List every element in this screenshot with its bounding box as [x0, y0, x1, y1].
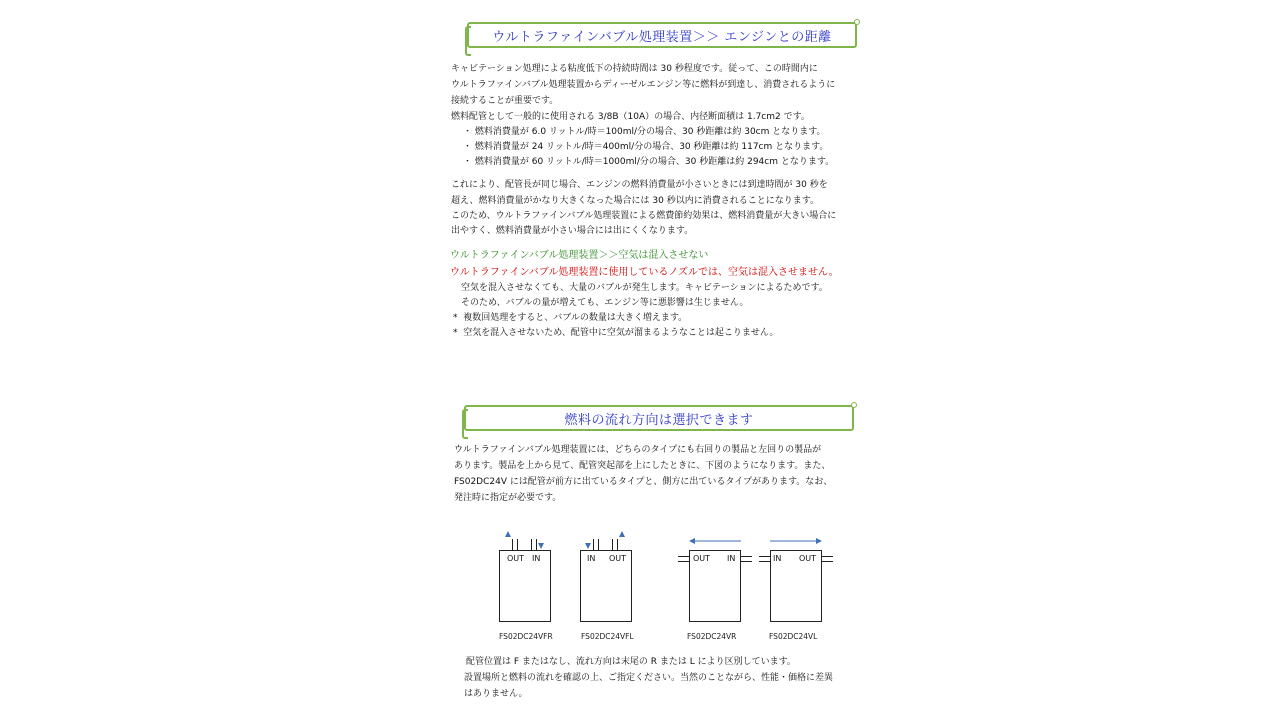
bullet-3-text: 燃料消費量が 60 リットル/時＝1000ml/分の場合、30 秒距離は約 294cm となります。: [474, 157, 835, 167]
arrow-right-icon: [816, 538, 822, 544]
paragraph-1-line-1: キャビテーション処理による粘度低下の持続時間は 30 秒程度です。従って、この時間内に: [451, 64, 818, 74]
arrow-up-icon: [505, 531, 511, 537]
air-line-1: 空気を混入させなくても、大量のバブルが発生します。キャビテーションによるためです。: [461, 283, 828, 293]
paragraph-1-line-2: ウルトラファインバブル処理装置からディーゼルエンジン等に燃料が到達し、消費されるように: [451, 80, 836, 90]
paragraph-1-line-3: 接続することが重要です。: [451, 96, 559, 106]
pipe-note: 燃料配管として一般的に使用される 3/8B（10A）の場合、内径断面積は 1.7cm2 です。: [451, 112, 810, 122]
air-bullet-2-text: 空気を混入させないため、配管中に空気が溜まるようなことは起こりません。: [463, 328, 779, 338]
port-label-left: IN: [773, 554, 782, 563]
arrow-down-icon: [538, 543, 544, 549]
model-caption: FS02DC24VFR: [499, 632, 553, 641]
bullet-1: ・ 燃料消費量が 6.0 リットル/時＝100ml/分の場合、30 秒距離は約 30cm となります。: [463, 127, 826, 137]
air-bullet-1-text: 複数回処理をすると、バブルの数量は大きく増えます。: [463, 313, 688, 323]
air-line-2: そのため、バブルの量が増えても、エンジン等に悪影響は生じません。: [461, 298, 749, 308]
paragraph-2-line-1: これにより、配管長が同じ場合、エンジンの燃料消費量が小さいときには到達時間が 30 秒を: [451, 180, 828, 190]
section-flow-title: 燃料の流れ方向は選択できます: [564, 412, 754, 428]
air-warning: ウルトラファインバブル処理装置に使用しているノズルでは、空気は混入させません。: [450, 267, 839, 278]
model-caption: FS02DC24VL: [769, 632, 818, 641]
paragraph-2-line-2: 超え、燃料消費量がかなり大きくなった場合には 30 秒以内に消費されることになります。: [451, 196, 819, 206]
flow-paragraph-line-1: ウルトラファインバブル処理装置には、どちらのタイプにも右回りの製品と左回りの製品が: [454, 445, 822, 455]
section-distance-title: ウルトラファインバブル処理装置＞＞ エンジンとの距離: [492, 29, 832, 45]
port-label-right: IN: [727, 554, 736, 563]
model-caption: FS02DC24VR: [687, 632, 737, 641]
bullet-3: ・ 燃料消費量が 60 リットル/時＝1000ml/分の場合、30 秒距離は約 294cm となります。: [463, 157, 835, 167]
flow-paragraph-line-3: FS02DC24V には配管が前方に出ているタイプと、側方に出ているタイプがあります。なお、: [454, 477, 833, 487]
footer-line-3: はありません。: [464, 689, 528, 699]
port-label-right: IN: [532, 554, 541, 563]
port-label-left: OUT: [693, 554, 711, 563]
air-heading: ウルトラファインバブル処理装置＞＞空気は混入させない: [450, 250, 709, 261]
arrow-up-icon: [619, 531, 625, 537]
port-label-left: OUT: [507, 554, 525, 563]
bullet-1-text: 燃料消費量が 6.0 リットル/時＝100ml/分の場合、30 秒距離は約 30cm となります。: [474, 127, 826, 137]
port-label-left: IN: [587, 554, 596, 563]
port-label-right: OUT: [609, 554, 627, 563]
air-bullet-2: * 空気を混入させないため、配管中に空気が溜まるようなことは起こりません。: [453, 328, 779, 338]
bullet-2-text: 燃料消費量が 24 リットル/時＝400ml/分の場合、30 秒距離は約 117cm となります。: [474, 142, 829, 152]
arrow-down-icon: [585, 543, 591, 549]
flow-paragraph-line-4: 発注時に指定が必要です。: [454, 493, 562, 503]
arrow-left-icon: [689, 538, 695, 544]
model-caption: FS02DC24VFL: [581, 632, 634, 641]
footer-line-1: 配管位置は F またはなし、流れ方向は末尾の R または L により区別しています。: [466, 657, 796, 667]
flow-paragraph-line-2: あります。製品を上から見て、配管突起部を上にしたときに、下図のようになります。また、: [454, 461, 831, 471]
paragraph-2-line-3: このため、ウルトラファインバブル処理装置による燃費節約効果は、燃料消費量が大きい場合に: [451, 211, 837, 221]
port-label-right: OUT: [799, 554, 817, 563]
air-bullet-1: * 複数回処理をすると、バブルの数量は大きく増えます。: [453, 313, 688, 323]
paragraph-2-line-4: 出やすく、燃料消費量が小さい場合には出にくくなります。: [451, 226, 694, 236]
bullet-2: ・ 燃料消費量が 24 リットル/時＝400ml/分の場合、30 秒距離は約 117cm となります。: [463, 142, 829, 152]
footer-line-2: 設置場所と燃料の流れを確認の上、ご指定ください。当然のことながら、性能・価格に差異: [464, 673, 834, 683]
